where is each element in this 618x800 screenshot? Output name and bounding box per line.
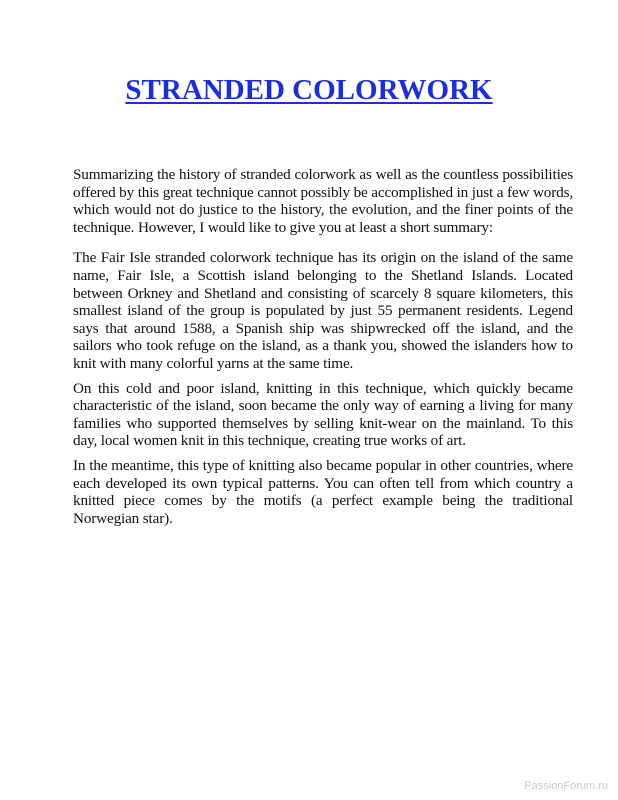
paragraph-livelihood: On this cold and poor island, knitting in this technique, which quickly became characteristic of the island, soon became the only way of earning a living for many families who supported themselves by selling knit-wear on the mainland. To this day, local women knit in this technique, creating true works of art. [73, 379, 573, 450]
paragraph-spread: In the meantime, this type of knitting also became popular in other countries, where each developed its own typical patterns. You can often tell from which country a knitted piece comes by the motifs (a perfect example being the traditional Norwegian star). [73, 456, 573, 527]
page-title: STRANDED COLORWORK [125, 74, 493, 106]
watermark-text: PassionForum.ru [524, 780, 608, 792]
paragraph-origin: The Fair Isle stranded colorwork technique has its origin on the island of the same name, Fair Isle, a Scottish island belonging to the Shetland Islands. Located between Orkney and Shetland and consisting of scarcely 8 square kilometers, this smallest island of the group is populated by just 55 permanent residents. Legend says that around 1588, a Spanish ship was shipwrecked off the island, and the sailors who took refuge on the island, as a thank you, showed the islanders how to knit with many colorful yarns at the same time. [73, 249, 573, 372]
body-text [73, 166, 573, 534]
paragraph-intro: Summarizing the history of stranded colorwork as well as the countless possibilities offered by this great technique cannot possibly be accomplished in just a few words, which would not do justice to the history, the evolution, and the finer points of the technique. However, I would like to give you at least a short summary: [73, 166, 573, 236]
